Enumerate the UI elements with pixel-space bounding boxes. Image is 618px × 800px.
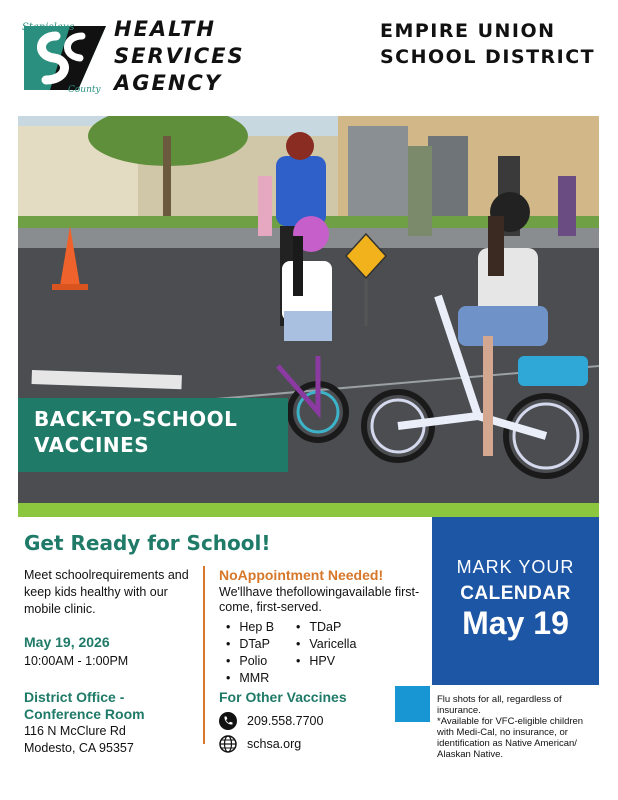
vaccine-item: • DTaP — [226, 637, 270, 651]
phone-number[interactable]: 209.558.7700 — [247, 714, 324, 728]
district-name — [380, 18, 595, 70]
vaccine-item: • TDaP — [296, 620, 341, 634]
note-line: with Medi-Cal, no insurance, or — [437, 727, 568, 738]
district-line-1: EMPIRE UNION — [380, 20, 556, 42]
phone-contact[interactable] — [219, 711, 323, 731]
mark-calendar-box — [432, 517, 599, 685]
calendar-line-2: CALENDAR — [460, 583, 571, 604]
address-line-2: Modesto, CA 95357 — [24, 741, 134, 755]
headline: Get Ready for School! — [24, 531, 271, 555]
no-appointment-heading: NoAppointment Needed! — [219, 567, 384, 583]
location-name — [24, 689, 145, 723]
vaccine-item: • Varicella — [296, 637, 356, 651]
location-line-2: Conference Room — [24, 706, 145, 722]
agency-line-1: HEALTH — [114, 17, 216, 41]
vaccine-item: • HPV — [296, 654, 335, 668]
calendar-date: May 19 — [462, 605, 569, 641]
address-line-1: 116 N McClure Rd — [24, 724, 126, 738]
website-contact[interactable] — [219, 734, 301, 754]
agency-line-3: AGENCY — [114, 71, 223, 95]
note-line: *Available for VFC-eligible children — [437, 716, 584, 727]
vaccine-item: • Hep B — [226, 620, 274, 634]
flu-shot-note — [437, 694, 602, 760]
note-line: insurance. — [437, 705, 481, 716]
accent-square — [395, 686, 430, 722]
location-address — [24, 723, 134, 757]
logo-bottom-text: County — [68, 85, 101, 94]
note-line: Flu shots for all, regardless of — [437, 694, 562, 705]
event-time: 10:00AM - 1:00PM — [24, 654, 129, 668]
note-line: identification as Native American/ — [437, 738, 577, 749]
vaccine-item: • MMR — [226, 671, 269, 685]
stanislaus-county-logo — [20, 18, 106, 94]
note-line: Alaskan Native. — [437, 749, 504, 760]
agency-name — [114, 16, 245, 97]
green-divider-stripe — [18, 503, 599, 517]
back-to-school-banner — [18, 398, 288, 472]
district-line-2: SCHOOL DISTRICT — [380, 46, 596, 68]
globe-icon — [219, 735, 237, 753]
intro-text: Meet schoolrequirements and keep kids healthy with our mobile clinic. — [24, 568, 189, 616]
availability-text: We'llhave thefollowingavailable first-come, first-served. — [219, 585, 420, 614]
vaccine-item: • Polio — [226, 654, 267, 668]
website-link[interactable]: schsa.org — [247, 737, 302, 751]
calendar-line-1: MARK YOUR — [456, 557, 575, 577]
logo-top-text: Stanislaus — [22, 22, 75, 33]
other-vaccines-heading: For Other Vaccines — [219, 689, 347, 705]
banner-line-2: VACCINES — [34, 433, 150, 457]
vaccine-list — [226, 620, 386, 688]
location-line-1: District Office - — [24, 689, 125, 705]
phone-icon — [219, 712, 237, 730]
banner-line-1: BACK-TO-SCHOOL — [34, 407, 238, 431]
column-divider — [203, 566, 205, 744]
agency-line-2: SERVICES — [114, 44, 245, 68]
event-date: May 19, 2026 — [24, 634, 110, 650]
